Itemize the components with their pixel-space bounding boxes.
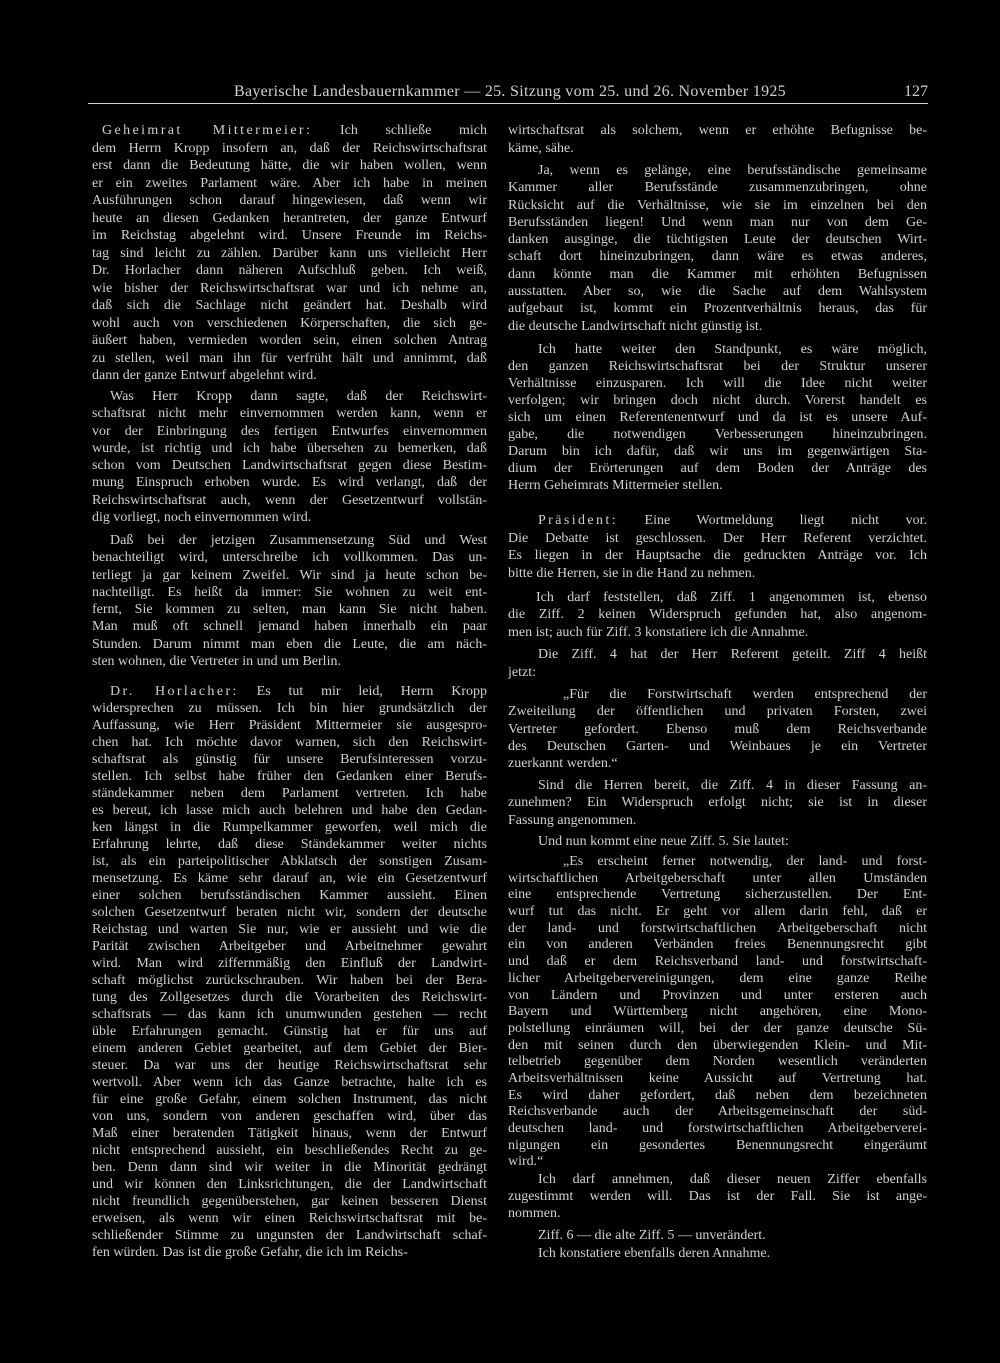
text-line: Reichstag und warten Sie nur, wie er aussieht und wie die — [92, 922, 487, 937]
text-line: dem Herrn Kropp insofern an, daß der Reichswirtschaftsrat — [92, 140, 487, 156]
text-line: wohl auch von verschiedenen Körperschaften, die sich ge- — [92, 315, 487, 331]
text-line: zunehmen? Ein Widerspruch erfolgt nicht; sie ist in dieser — [508, 795, 927, 811]
text-line: Was Herr Kropp dann sagte, daß der Reichswirt- — [110, 389, 487, 404]
text-line: ist, als ein parteipolitischer Abklatsch der sonstigen Zusam- — [92, 854, 487, 869]
text-line: Und nun kommt eine neue Ziff. 5. Sie lautet: — [538, 834, 789, 849]
text-line: im Reichstag abgelehnt wird. Unsere Freunde im Reichs- — [92, 228, 487, 243]
text-line: Ich darf annehmen, daß dieser neuen Ziffer ebenfalls — [538, 1172, 927, 1187]
text-line: wertvoll. Aber wenn ich das Ganze betrachte, halte ich es — [92, 1075, 487, 1090]
text-line: Vertreter gefordert. Ebenso muß dem Reichsverbande — [508, 721, 927, 737]
text-line: Berufsständen liegen! Und wenn man nur von dem Ge- — [508, 214, 927, 230]
text-line: die deutsche Landwirtschaft nicht günstig ist. — [508, 318, 763, 334]
right-column — [508, 0, 927, 1363]
text-line: Verhältnisse einzusparen. Ich will die Idee nicht weiter — [508, 376, 927, 391]
text-line: Ich konstatiere ebenfalls deren Annahme. — [538, 1246, 771, 1261]
text-line: des Deutschen Garten- und Weinbaues je ein Vertreter — [508, 738, 927, 754]
speech-text: Es tut mir leid, Herrn Kropp — [256, 684, 487, 699]
speech-text: Ich schließe mich — [339, 123, 487, 138]
text-line: chen hat. Ich möchte davor warnen, sich den Reichswirt- — [92, 735, 487, 750]
text-line: ken längst in die Rumpelkammer geworfen, weil mich die — [92, 820, 487, 835]
text-line: widersprechen zu müssen. Ich bin hier grundsätzlich der — [92, 701, 487, 716]
text-line: schon vom Deutschen Landwirtschaftsrat gegen diese Bestim- — [92, 458, 487, 474]
text-line: nommen. — [508, 1206, 561, 1221]
text-line: es bereut, ich lasse mich auch belehren und habe den Gedan- — [92, 803, 487, 818]
quote-paragraph — [508, 854, 927, 1171]
text-line: nigungen ein gesondertes Benennungsrecht eingeräumt — [508, 1137, 927, 1153]
text-line: danken ausginge, die tüchtigsten Leute der deutschen Wirt- — [508, 232, 927, 248]
paragraph — [508, 777, 927, 829]
text-line: und daß er dem Reichsverband land- und forstwirtschaft- — [508, 954, 927, 970]
text-line: ben. Denn dann sind wir weiter in die Minorität gedrängt — [92, 1160, 487, 1175]
text-line: ausstatten. Aber so, wie die Sache auf dem Wahlsystem — [508, 284, 927, 300]
text-line: daß sich die Sachlage nicht geändert hat. Deshalb wird — [92, 298, 487, 313]
text-line: der land- und forstwirtschaftlichen Arbeitgeberschaft nicht — [508, 920, 927, 936]
text-line: Arbeitsverhältnissen keine Aussicht auf Vertretung hat. — [508, 1070, 927, 1086]
text-line: Auffassung, wie Herr Präsident Mittermeier sie ausgespro- — [92, 718, 487, 733]
text-line: fernt, Sie kommen zu selten, man kann Sie nicht haben. — [92, 602, 487, 618]
text-line: telbetrieb gegenüber dem Norden wesentlich veränderten — [508, 1054, 927, 1070]
text-line — [508, 512, 927, 530]
text-line: schaft dort hineinzubringen, dann wäre es etwas anderes, — [508, 249, 927, 265]
text-line: wie bisher der Reichswirtschaftsrat war und ich nehme an, — [92, 280, 487, 296]
text-line: sich um einen Referentenentwurf und da ist es unsere Auf- — [508, 410, 927, 425]
text-line: Ja, wenn es gelänge, eine berufsständische gemeinsame — [538, 163, 927, 178]
text-line: zuerkannt werden.“ — [508, 756, 618, 772]
text-line: benachteiligt wird, unterschreibe ich vollkommen. Das un- — [92, 550, 487, 566]
text-line: tung des Zollgesetzes durch die Vorarbeiten des Reichswirt- — [92, 990, 487, 1005]
text-line: er ein zweites Parlament wäre. Aber ich habe in meinen — [92, 175, 487, 191]
paragraph — [508, 646, 927, 681]
text-line: polstellung einräumen will, bei der der ganze deutsche Sü- — [508, 1020, 927, 1036]
page-number: 127 — [904, 83, 928, 100]
text-line: Es wird daher gefordert, daß neben dem bezeichneten — [508, 1087, 927, 1103]
speaker-name: Präsident: — [538, 513, 618, 528]
text-line: sten wohnen, die Vertreter in und um Berlin. — [92, 654, 341, 670]
text-line: wurde, ist richtig und ich habe übersehen zu bemerken, daß — [92, 440, 487, 456]
text-line: von Ländern und Provinzen und unter ersteren auch — [508, 987, 927, 1003]
speaker-name: Dr. Horlacher: — [110, 684, 239, 699]
paragraph — [92, 388, 487, 526]
running-title: Bayerische Landesbauernkammer — 25. Sitzung vom 25. und 26. November 1925 — [233, 83, 786, 100]
text-line: Darum bin ich dafür, daß wir uns im gegenwärtigen Sta- — [508, 444, 927, 459]
text-line: Reichswirtschaftsrat auch, wenn der Gesetzentwurf vollstän- — [92, 492, 487, 508]
text-line: Ausführungen schon darauf hingewiesen, daß wenn wir — [92, 193, 487, 208]
text-line: jetzt: — [508, 664, 536, 680]
text-line: deutschen land- und forstwirtschaftlichen Arbeitgeberverei- — [508, 1121, 927, 1136]
text-line: einem anderen Gebiet gearbeitet, auf dem Gebiet der Bier- — [92, 1041, 487, 1056]
text-line: nicht entsprechend aussieht, ein beschließendes Recht zu ge- — [92, 1143, 487, 1158]
text-line: zu stellen, weil man ihn für verfrüht hält und annimmt, daß — [92, 350, 487, 366]
text-line: ständekammer neben dem Parlament vertreten. Ich habe — [92, 786, 487, 801]
paragraph — [92, 122, 487, 385]
text-line: „Für die Forstwirtschaft werden entsprechend der — [563, 687, 927, 702]
text-line: Parität zwischen Arbeitgeber und Arbeitnehmer gewahrt — [92, 939, 487, 954]
text-line: dium der Erörterungen auf dem Boden der Anträge des — [508, 461, 927, 476]
paragraph — [92, 532, 487, 670]
text-line: äußert haben, vermieden worden sein, einen solchen Antrag — [92, 333, 487, 348]
text-line — [92, 122, 487, 140]
text-line: wirtschaftsrat als solchem, wenn er erhöhte Befugnisse be- — [508, 123, 927, 138]
text-line: dann könnte man die Kammer mit erhöhten Befugnissen — [508, 266, 927, 282]
text-line: nicht freundlich gegenüberstehen, gar keinen besseren Dienst — [92, 1194, 487, 1209]
paragraph — [508, 162, 927, 335]
text-line: solchen Gesetzentwurf beraten nicht wir, sondern der deutsche — [92, 905, 487, 920]
text-line: die Ziff. 2 keinen Widerspruch gefunden hat, also angenom- — [508, 607, 927, 623]
text-line: schaftsrat nicht mehr einvernommen werden kann, wenn er — [92, 406, 487, 422]
text-line: wird.“ — [508, 1154, 544, 1170]
text-line: schaftsrats — das kann ich unumwunden gestehen — recht — [92, 1007, 487, 1022]
text-line: erweisen, als wenn wir einen Reichswirtschaftsrat mit be- — [92, 1211, 487, 1226]
paragraph — [508, 1171, 927, 1222]
text-line: Maß einer beratenden Tätigkeit hinaus, wenn der Entwurf — [92, 1126, 487, 1141]
paragraph — [508, 122, 927, 158]
text-line: Die Debatte ist geschlossen. Der Herr Referent verzichtet. — [508, 530, 927, 546]
text-line: Sind die Herren bereit, die Ziff. 4 in dieser Fassung an- — [538, 778, 927, 793]
text-line: verfolgen; wir bringen doch nicht durch. Vorerst handelt es — [508, 393, 927, 408]
text-line: zugestimmt werden will. Das ist der Fall. Sie ist ange- — [508, 1189, 927, 1204]
text-line: Man muß oft schnell jemand haben innerhalb ein paar — [92, 619, 487, 635]
text-line: schaftsrat als günstig für unsere Berufsinteressen vorzu- — [92, 752, 487, 767]
text-line — [92, 683, 487, 700]
text-line: Die Ziff. 4 hat der Herr Referent geteilt. Ziff 4 heißt — [538, 647, 927, 662]
text-line: ein von anderen Verbänden freies Benennungsrecht gibt — [508, 937, 927, 953]
text-line: mensetzung. Es käme sehr darauf an, wie ein Gesetzentwurf — [92, 871, 487, 886]
text-line: Erfahrung lehrte, daß diese Ständekammer weiter nichts — [92, 837, 487, 852]
text-line: steuer. Da war uns der heutige Reichswirtschaftsrat sehr — [92, 1058, 487, 1073]
text-line: „Es erscheint ferner notwendig, der land- und forst- — [563, 854, 927, 869]
text-line: Zweiteilung der öffentlichen und privaten Forsten, zwei — [508, 704, 927, 720]
quote-paragraph — [508, 686, 927, 772]
text-line: Ziff. 6 — die alte Ziff. 5 — unverändert. — [538, 1228, 766, 1243]
text-line: Dr. Horlacher dann näheren Aufschluß geben. Ich weiß, — [92, 263, 487, 278]
text-line: aufgebaut ist, kommt ein Prozentverhältnis heraus, das für — [508, 301, 927, 317]
text-line: dig vorliegt, noch einvernommen wird. — [92, 510, 312, 526]
paragraph — [508, 1227, 927, 1244]
text-line: den ganzen Reichswirtschaftsrat bei der Struktur unserer — [508, 359, 927, 374]
paragraph — [92, 683, 487, 1261]
text-line: fen würden. Das ist die große Gefahr, die ich im Reichs- — [92, 1245, 408, 1260]
text-line: eine entsprechende Vertretung sicherzustellen. Der Ent- — [508, 887, 927, 903]
text-line: terliegt ja gar keinem Zweifel. Wir sind ja heute schon be- — [92, 567, 487, 583]
speaker-name: Geheimrat Mittermeier: — [102, 123, 313, 138]
paragraph — [508, 1245, 927, 1262]
text-line: Herrn Geheimrats Mittermeier stellen. — [508, 478, 723, 493]
text-line: stellen. Ich selbst habe früher den Gedanken einer Berufs- — [92, 769, 487, 784]
left-column — [92, 0, 487, 1363]
text-line: wirtschaftlichen Arbeitgeberschaft unter allen Umständen — [508, 870, 927, 886]
text-line: Kammer aller Berufsstände zusammenzubringen, ohne — [508, 180, 927, 196]
text-line: und wir können den Linksrichtungen, die der Landwirtschaft — [92, 1177, 487, 1192]
text-line: Es liegen in der Hauptsache die gedruckten Anträge vor. Ich — [508, 548, 927, 564]
text-line: Stunden. Darum nimmt man eben die Leute, die am näch- — [92, 636, 487, 652]
text-line: gabe, die notwendigen Verbesserungen hineinzubringen. — [508, 427, 927, 442]
text-line: einer solchen berufsständischen Kammer aussieht. Einen — [92, 888, 487, 903]
text-line: Daß bei der jetzigen Zusammensetzung Süd und West — [110, 533, 487, 548]
text-line: üble Erfahrungen gemacht. Günstig hat er für uns auf — [92, 1024, 487, 1039]
text-line: Fassung angenommen. — [508, 812, 637, 828]
text-line: den mit seinen durch den überwiegenden Klein- und Mit- — [508, 1037, 927, 1053]
text-line: käme, sähe. — [508, 141, 574, 156]
text-line: men ist; auch für Ziff. 3 konstatiere ich die Annahme. — [508, 624, 809, 640]
text-line: vor der Einbringung des fertigen Entwurfes einvernommen — [92, 423, 487, 439]
text-line: nachteiligt. Es heißt da immer: Sie wohnen zu weit ent- — [92, 584, 487, 600]
text-line: für eine große Gefahr, einem solchen Instrument, das nicht — [92, 1092, 487, 1107]
text-line: Ich hatte weiter den Standpunkt, es wäre möglich, — [538, 342, 927, 357]
text-line: Bayern und Württemberg nicht angehören, eine Mono- — [508, 1004, 927, 1020]
text-line: Ich darf feststellen, daß Ziff. 1 angenommen ist, ebenso — [536, 590, 927, 605]
text-line: licher Arbeitgebervereinigungen, dem eine ganze Reihe — [508, 970, 927, 986]
text-line: wurf tut das nicht. Er geht vor allem darin fehl, daß er — [508, 904, 927, 920]
text-line: bitte die Herren, sie in die Hand zu nehmen. — [508, 565, 756, 581]
paragraph — [508, 589, 927, 641]
paragraph — [508, 512, 927, 582]
text-line: tag sind leicht zu zählen. Darüber kann uns vielleicht Herr — [92, 245, 487, 261]
text-line: schließender Stimme zu ungunsten der Landwirtschaft schaf- — [92, 1228, 487, 1243]
text-line: dann der ganze Entwurf abgelehnt wird. — [92, 368, 317, 383]
text-line: erst dann die Bedeutung hätte, die wir haben wollen, wenn — [92, 158, 487, 173]
text-line: heute an diesen Gedanken herantreten, der ganze Entwurf — [92, 210, 487, 226]
text-line: Reichsverbande auch der Arbeitsgemeinschaft der süd- — [508, 1104, 927, 1120]
text-line: wird. Man wird ziffernmäßig den Einfluß der Landwirt- — [92, 956, 487, 971]
text-line: Rücksicht auf die Verhältnisse, wie sie im einzelnen bei den — [508, 197, 927, 213]
paragraph — [508, 833, 927, 850]
text-line: mung Einspruch erhoben wurde. Es wird verlangt, daß der — [92, 475, 487, 491]
speech-text: Eine Wortmeldung liegt nicht vor. — [644, 513, 927, 528]
paragraph — [508, 341, 927, 494]
text-line: schaft möglichst zurückschrauben. Wir haben bei der Bera- — [92, 973, 487, 988]
text-line: von uns, sondern von anderen geschaffen wird, über das — [92, 1109, 487, 1124]
